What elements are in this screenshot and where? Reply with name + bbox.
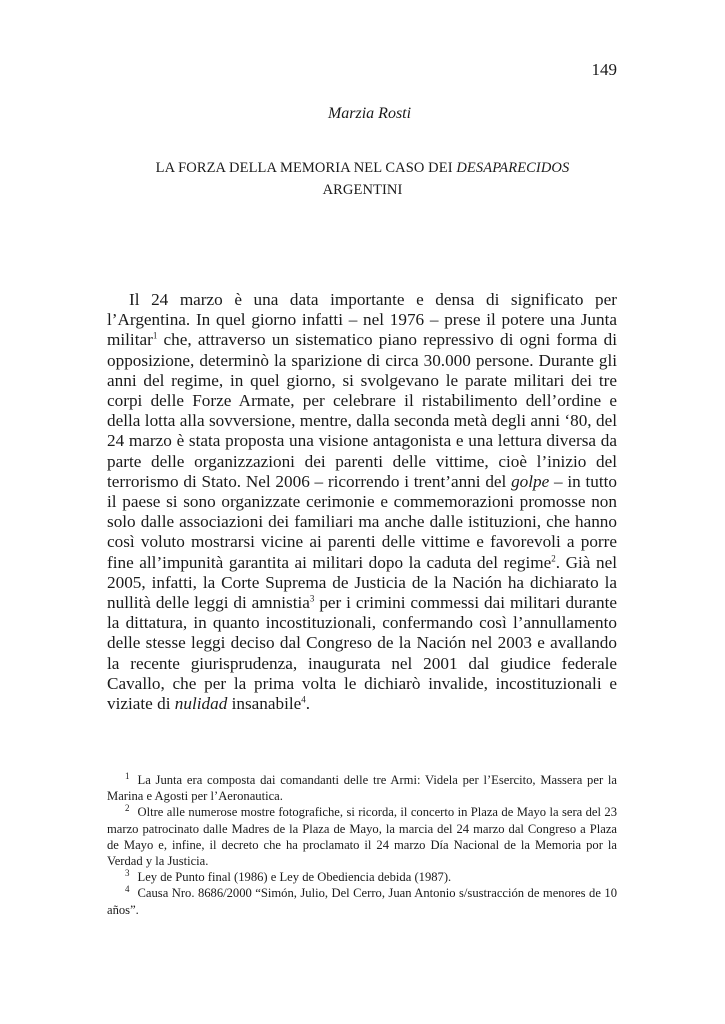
article-title: [120, 157, 605, 201]
footnote-ref-1: 1: [152, 330, 158, 341]
footnote-mark: 2: [125, 803, 130, 814]
body-text-s2: che, attraverso un sistematico piano repressivo di ogni forma di opposizione, determinò la sparizione di circa 30.000 persone. Durante gli anni del regime, in quel giorno, si svolgevano le parate militari dei tre corpi delle Forze Armate, per celebrare il ristabilimento dell’ordine e della lotta alla sovversione, mentre, dalla seconda metà degli anni ‘80, del 24 marzo è stata proposta una visione antagonista e una lettura diversa da parte delle organizzazioni dei parenti delle vittime, cioè l’inizio del terrorismo di Stato. Nel 2006 – ricorrendo i trent’anni del: [107, 330, 617, 491]
title-line1-prefix: LA FORZA DELLA MEMORIA NEL CASO DEI: [155, 160, 457, 176]
body-paragraph: [107, 290, 617, 714]
footnote-mark: 3: [125, 868, 130, 879]
author-name: Marzia Rosti: [327, 105, 412, 122]
footnotes-section: [107, 772, 617, 918]
body-text-s1: Il 24 marzo è una data importante e densa di significato per l’Argentina. In quel giorno infatti – nel 1976 – prese il potere una Junta militar: [107, 290, 617, 350]
body-text-s5: per i crimini commessi dai militari durante la dittatura, in quanto incostituzionali, confermando così l’annullamento delle stesse leggi deciso dal Congreso de la Nación nel 2003 e avallando la recente giurisprudenza, inaugurata nel 2001 dal giudice federale Cavallo, che per la prima volta le dichiarò invalide, incostituzionali e viziate di: [107, 593, 617, 714]
footnote-ref-3: 3: [309, 593, 315, 604]
body-text-s6: insanabile: [227, 694, 302, 714]
body-text-s3: – in tutto il paese si sono organizzate cerimonie e commemorazioni promosse non solo dalle associazioni dei familiari ma anche dalle istituzioni, che hanno così voluto mostrarsi vicine ai parenti delle vittime e favorevoli a porre fine all’impunità garantita ai militari dopo la caduta del regime: [107, 471, 617, 572]
body-text-s7: .: [305, 694, 311, 714]
footnote-text: Oltre alle numerose mostre fotografiche, si ricorda, il concerto in Plaza de Mayo la sera del 23 marzo patrocinato dalle Madres de la Plaza de Mayo, la marcia del 24 marzo dal Congreso a Plaza de Mayo e, infine, il decreto che ha proclamato il 24 marzo Día Nacional de la Memoria por la Verdad y la Justicia.: [107, 805, 617, 869]
footnote-ref-4: 4: [301, 694, 306, 705]
footnote: [107, 869, 617, 885]
page-number: 149: [591, 60, 617, 79]
footnote-text: Ley de Punto final (1986) e Ley de Obediencia debida (1987).: [137, 870, 452, 885]
footnote-text: La Junta era composta dai comandanti delle tre Armi: Videla per l’Esercito, Massera per la Marina e Agosti per l’Aeronautica.: [107, 773, 617, 804]
title-line2: ARGENTINI: [322, 182, 403, 198]
footnote-mark: 4: [125, 884, 130, 895]
footnote-ref-2: 2: [551, 552, 556, 563]
footnote-mark: 1: [125, 770, 130, 781]
footnote-text: Causa Nro. 8686/2000 “Simón, Julio, Del Cerro, Juan Antonio s/sustracción de menores de 10 años”.: [107, 886, 617, 917]
body-text-s4: . Già nel 2005, infatti, la Corte Suprema de Justicia de la Nación ha dichiarato la nullità delle leggi di amnistia: [107, 552, 617, 613]
body-italic-nulidad: nulidad: [174, 694, 228, 714]
body-paragraph-block: [107, 290, 617, 714]
footnote: [107, 804, 617, 869]
footnote: [107, 885, 617, 917]
footnote: [107, 772, 617, 804]
body-italic-golpe: golpe: [511, 471, 550, 491]
title-line1-italic: DESAPARECIDOS: [456, 160, 570, 176]
